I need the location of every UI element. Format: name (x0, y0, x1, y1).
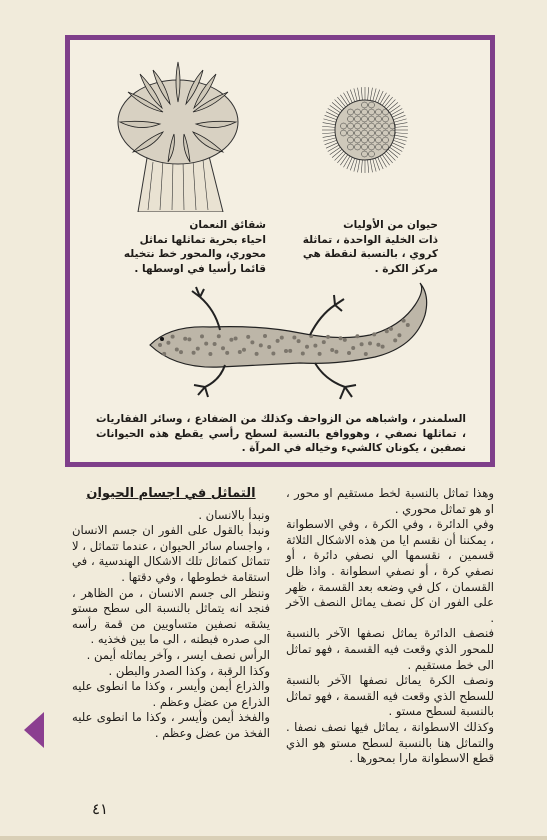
section-title: التماثل في اجسام الحيوان (86, 486, 256, 501)
anemone-caption-title: شقائق النعمان (189, 219, 266, 231)
left-paragraph: وكذا الرقبة ، وكذا الصدر والبطن . (108, 663, 270, 678)
illustration-frame (65, 35, 495, 467)
left-paragraph: ونبدأ بالقول على الفور ان جسم الانسان ، واجسام سائر الحيوان ، عندما تتماثل ، لا تتماثل كتماثل تلك الاشكال الهندسية ، في استقامة خطوطها ، وفي دقتها . (72, 523, 270, 584)
bottom-divider (0, 836, 547, 840)
protozoa-caption-text: ذات الخلية الواحدة ، تماثلة كروي ، بالنسبة لنقطة هي مركز الكرة . (302, 233, 438, 275)
left-paragraph: الرأس نصف ايسر ، وآخر يماثله أيمن . (86, 647, 270, 662)
anemone-caption (96, 218, 266, 276)
left-paragraph: والذراع أيمن وأيسر ، وكذا ما انطوى عليه الذراع من عضل وعظم . (72, 679, 270, 709)
salamander-illustration (130, 275, 440, 410)
page-number: ٤١ (92, 800, 109, 818)
salamander-caption (96, 412, 466, 456)
protozoa-caption (288, 218, 438, 276)
right-paragraph: ونصف الكرة يماثل نصفها الآخر بالنسبة للسطح الذي وقعت فيه القسمة ، فهو تماثل بالنسبة لسطح مستو . (286, 673, 494, 719)
salamander-caption-text: السلمندر ، واشباهه من الزواحف وكذلك من الضفادع ، وسائر الفقاريات ، تماثلها نصفي ، وهووافع بالنسبة لسطح رأسي يقطع هذه الحيوانات نصفين ، يكونان كالشيء وخياله في المرآة . (96, 413, 466, 454)
protozoa-illustration (320, 85, 410, 175)
protozoa-caption-title: حيوان من الأوليات (343, 219, 438, 231)
right-column (286, 486, 494, 767)
left-paragraph: ونبدأ بالانسان . (198, 507, 270, 522)
anemone-caption-text: احياء بحرية تماثلها تماثل محوري، والمحور خط نتخيله قائما رأسيا في اوسطها . (123, 233, 266, 275)
right-paragraph: وفي الدائرة ، وفي الكرة ، وفي الاسطوانة ، يمكننا أن نقسم ايا من هذه الاشكال الثلاثة قسمين ، نقسمها الي نصفي دائرة ، أو نصفي كرة ، أو نصفي اسطوانة . واذا ظل القسمان ، كل في وضعه بعد القسمة ، ظهر على الفور ان كل نصف يماثل النصف الآخر . (286, 517, 494, 625)
sea-anemone-illustration (108, 52, 248, 212)
page-tab-marker (24, 712, 44, 748)
right-paragraph: فنصف الدائرة يماثل نصفها الآخر بالنسبة للمحور الذي وقعت فيه القسمة ، فهو تماثل الى خط مستقيم . (286, 626, 494, 672)
right-paragraph: وكذلك الاسطوانة ، يماثل فيها نصف نصفا . والتماثل هنا بالنسبة لسطح مستو هو الذي قطع الاسطوانة مارا بمحورها . (286, 719, 494, 766)
right-paragraph: وهذا تماثل بالنسبة لخط مستقيم او محور ، او هو تماثل محوري . (286, 486, 494, 516)
left-paragraph: وننظر الى جسم الانسان ، من الظاهر ، فنجد انه يتماثل بالنسبة الى سطح مستو يشقه نصفين متساويين من قمة رأسه الى صدره فبطنه ، الى ما بين فخذيه . (72, 585, 270, 647)
left-column (72, 486, 270, 742)
left-paragraph: والفخذ أيمن وأيسر ، وكذا ما انطوى عليه الفخذ من عضل وعظم . (72, 710, 270, 740)
